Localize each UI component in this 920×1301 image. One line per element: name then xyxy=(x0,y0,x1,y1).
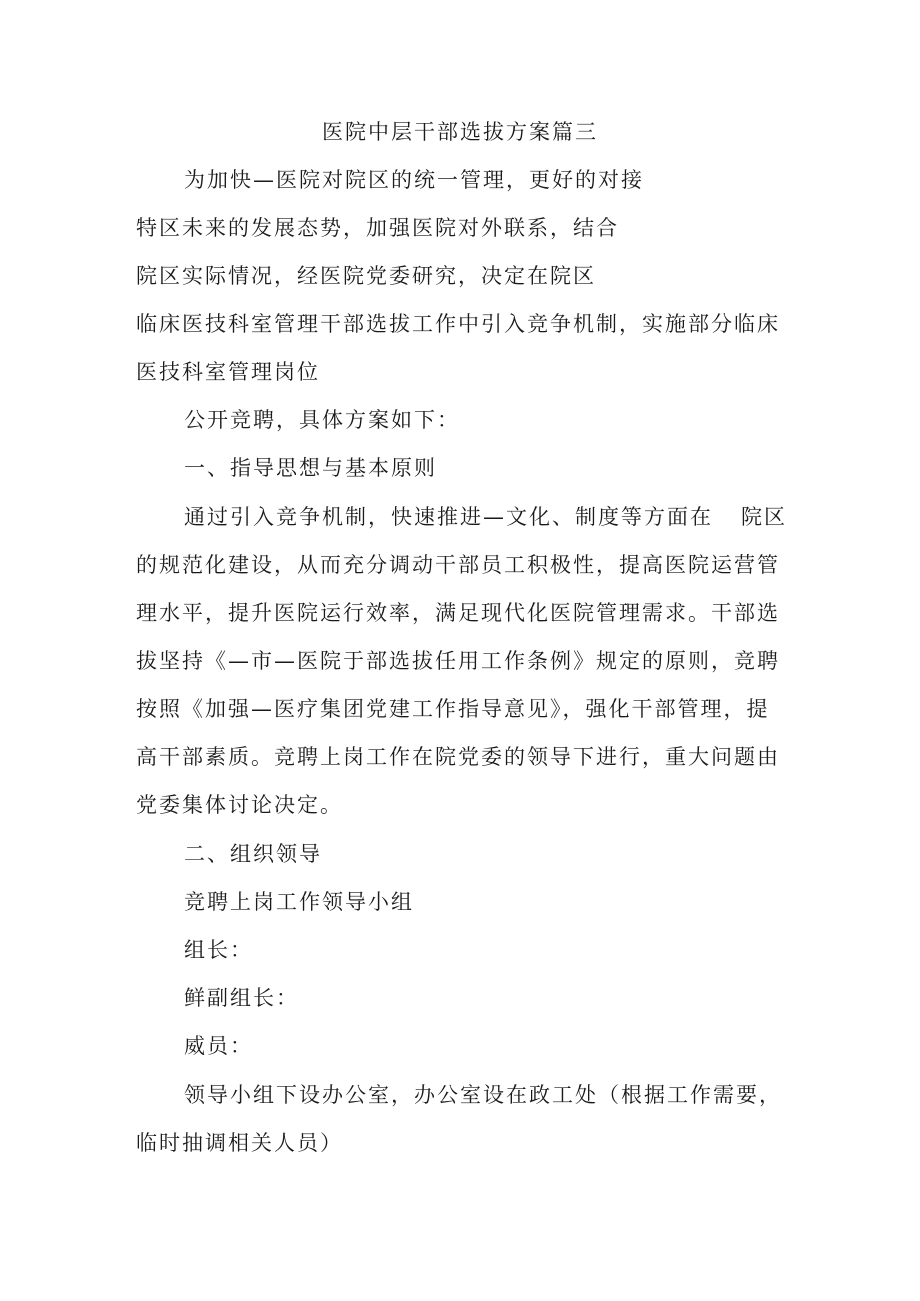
paragraph-line: 理水平，提升医院运行效率，满足现代化医院管理需求。干部选 xyxy=(136,601,780,625)
paragraph-line: 院区实际情况，经医院党委研究，决定在院区 xyxy=(136,264,596,288)
paragraph-line: 鲜副组长： xyxy=(184,986,299,1010)
paragraph-line: 通过引入竞争机制，快速推进—文化、制度等方面在 xyxy=(184,505,713,529)
section-heading: 二、组织领导 xyxy=(184,842,322,866)
paragraph-line: 威员： xyxy=(184,1034,253,1058)
paragraph-line: 医技科室管理岗位 xyxy=(136,360,320,384)
paragraph-line: 竞聘上岗工作领导小组 xyxy=(184,890,414,914)
paragraph-line: 按照《加强—医疗集团党建工作指导意见》，强化干部管理，提 xyxy=(136,697,770,721)
paragraph-line-fragment: 院区 xyxy=(741,505,787,529)
paragraph-line: 为加快—医院对院区的统一管理，更好的对接 xyxy=(184,168,644,192)
paragraph-line: 临时抽调相关人员） xyxy=(136,1131,343,1155)
document-title: 医院中层干部选拔方案篇三 xyxy=(322,120,598,144)
paragraph-line: 领导小组下设办公室，办公室设在政工处（根据工作需要， xyxy=(184,1083,782,1107)
paragraph-line: 公开竞聘，具体方案如下： xyxy=(184,408,460,432)
section-heading: 一、指导思想与基本原则 xyxy=(184,456,437,480)
paragraph-line: 组长： xyxy=(184,938,253,962)
paragraph-line: 高干部素质。竞聘上岗工作在院党委的领导下进行，重大问题由 xyxy=(136,745,780,769)
paragraph-line: 的规范化建设，从而充分调动干部员工积极性，提高医院运营管 xyxy=(136,553,780,577)
paragraph-line: 临床医技科室管理干部选拔工作中引入竞争机制，实施部分临床 xyxy=(136,312,780,336)
paragraph-line: 特区未来的发展态势，加强医院对外联系，结合 xyxy=(136,216,619,240)
paragraph-line: 党委集体讨论决定。 xyxy=(136,793,343,817)
paragraph-line: 拔坚持《—市—医院于部选拔任用工作条例》规定的原则，竞聘 xyxy=(136,649,780,673)
